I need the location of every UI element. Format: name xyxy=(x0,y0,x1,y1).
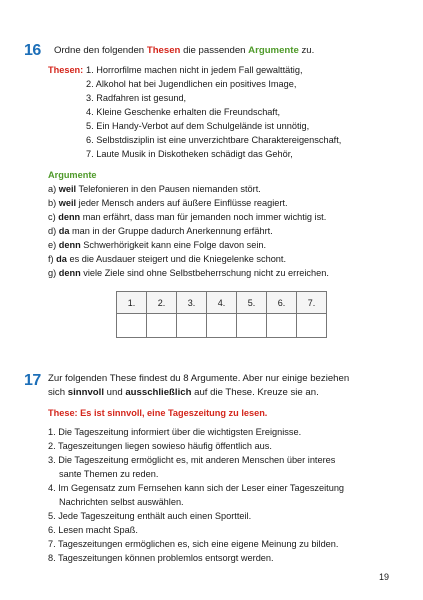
argument-item xyxy=(48,183,261,195)
argument-letter: d) xyxy=(48,226,59,236)
instruction-thesen: Thesen xyxy=(146,45,181,56)
argument-letter: g) xyxy=(48,268,59,278)
grid-header-cell: 4. xyxy=(207,292,237,314)
argument-text: es die Ausdauer steigert und die Kniegelenke schont. xyxy=(66,254,287,264)
grid-header-cell: 2. xyxy=(147,292,177,314)
answer-grid xyxy=(116,291,327,338)
list-item: 2. Tageszeitungen liegen sowieso häufig öffentlich aus. xyxy=(48,441,272,451)
list-item: 5. Jede Tageszeitung enthält auch einen Sportteil. xyxy=(48,511,252,521)
grid-answer-cell[interactable] xyxy=(297,314,327,338)
grid-answer-cell[interactable] xyxy=(147,314,177,338)
intro-ausschliesslich: ausschließlich xyxy=(125,387,192,398)
argument-letter: e) xyxy=(48,240,59,250)
page-number: 19 xyxy=(378,572,389,582)
theses-label: Thesen: xyxy=(48,65,84,75)
thesis-item: 6. Selbstdisziplin ist eine unverzichtbare Charaktereigenschaft, xyxy=(86,135,342,145)
argument-item xyxy=(48,197,288,209)
list-item: 4. Im Gegensatz zum Fernsehen kann sich der Leser einer Tageszeitung xyxy=(48,483,345,493)
argument-letter: f) xyxy=(48,254,57,264)
task17-intro-line1: Zur folgenden These findest du 8 Argumente. Aber nur einige beziehen xyxy=(48,373,350,384)
task16-instruction xyxy=(54,45,314,57)
argument-letter: c) xyxy=(48,212,59,222)
argument-conjunction: da xyxy=(58,226,70,236)
grid-answer-cell[interactable] xyxy=(207,314,237,338)
argument-text: Telefonieren in den Pausen niemanden stört. xyxy=(76,184,261,194)
argument-item xyxy=(48,253,286,265)
list-item: 1. Die Tageszeitung informiert über die wichtigsten Ereignisse. xyxy=(48,427,302,437)
arguments-label: Argumente xyxy=(48,170,97,180)
argument-conjunction: denn xyxy=(58,268,81,278)
intro-text-c: und xyxy=(103,387,126,398)
instruction-argumente: Argumente xyxy=(248,45,299,56)
grid-header-cell: 5. xyxy=(237,292,267,314)
argument-conjunction: denn xyxy=(58,240,81,250)
argument-text: jeder Mensch anders auf äußere Einflüsse reagiert. xyxy=(76,198,288,208)
list-item-continuation: Nachrichten selbst auswählen. xyxy=(59,497,184,507)
argument-item xyxy=(48,211,326,223)
thesis-item: 1. Horrorfilme machen nicht in jedem Fall gewalttätig, xyxy=(86,65,303,75)
argument-text: viele Ziele sind ohne Selbstbeherrschung nicht zu erreichen. xyxy=(80,268,329,278)
argument-conjunction: denn xyxy=(58,212,81,222)
thesis-item: 5. Ein Handy-Verbot auf dem Schulgelände ist unnötig, xyxy=(86,121,310,131)
argument-conjunction: weil xyxy=(58,184,77,194)
argument-conjunction: da xyxy=(56,254,67,264)
grid-header-cell: 3. xyxy=(177,292,207,314)
thesis-item: 7. Laute Musik in Diskotheken schädigt das Gehör, xyxy=(86,149,293,159)
grid-answer-cell[interactable] xyxy=(237,314,267,338)
instruction-text-e: zu. xyxy=(298,45,315,56)
argument-item xyxy=(48,225,273,237)
instruction-text-c: die passenden xyxy=(180,45,249,56)
task-number-17: 17 xyxy=(24,372,41,389)
grid-answer-cell[interactable] xyxy=(177,314,207,338)
list-item: 6. Lesen macht Spaß. xyxy=(48,525,138,535)
argument-text: man erfährt, dass man für jemanden noch immer wichtig ist. xyxy=(80,212,327,222)
grid-header-cell: 1. xyxy=(117,292,147,314)
argument-item xyxy=(48,267,329,279)
instruction-text-a: Ordne den folgenden xyxy=(54,45,147,56)
task17-thesis: These: Es ist sinnvoll, eine Tageszeitung zu lesen. xyxy=(48,408,268,418)
list-item-continuation: sante Themen zu reden. xyxy=(59,469,159,479)
list-item: 8. Tageszeitungen können problemlos entsorgt werden. xyxy=(48,553,274,563)
intro-text-a: sich xyxy=(48,387,68,398)
grid-header-cell: 7. xyxy=(297,292,327,314)
thesis-item: 2. Alkohol hat bei Jugendlichen ein positives Image, xyxy=(86,79,297,89)
thesis-item: 4. Kleine Geschenke erhalten die Freundschaft, xyxy=(86,107,281,117)
argument-item xyxy=(48,239,266,251)
intro-text-e: auf die These. Kreuze sie an. xyxy=(191,387,319,398)
argument-text: Schwerhörigkeit kann eine Folge davon sein. xyxy=(80,240,267,250)
task17-intro-line2 xyxy=(48,387,319,399)
argument-conjunction: weil xyxy=(58,198,77,208)
argument-letter: b) xyxy=(48,198,59,208)
list-item: 3. Die Tageszeitung ermöglicht es, mit anderen Menschen über interes xyxy=(48,455,336,465)
argument-letter: a) xyxy=(48,184,59,194)
grid-answer-cell[interactable] xyxy=(267,314,297,338)
grid-header-cell: 6. xyxy=(267,292,297,314)
argument-text: man in der Gruppe dadurch Anerkennung erfährt. xyxy=(69,226,273,236)
thesis-item: 3. Radfahren ist gesund, xyxy=(86,93,187,103)
intro-sinnvoll: sinnvoll xyxy=(67,387,104,398)
list-item: 7. Tageszeitungen ermöglichen es, sich eine eigene Meinung zu bilden. xyxy=(48,539,339,549)
task-number-16: 16 xyxy=(24,42,41,59)
grid-answer-cell[interactable] xyxy=(117,314,147,338)
